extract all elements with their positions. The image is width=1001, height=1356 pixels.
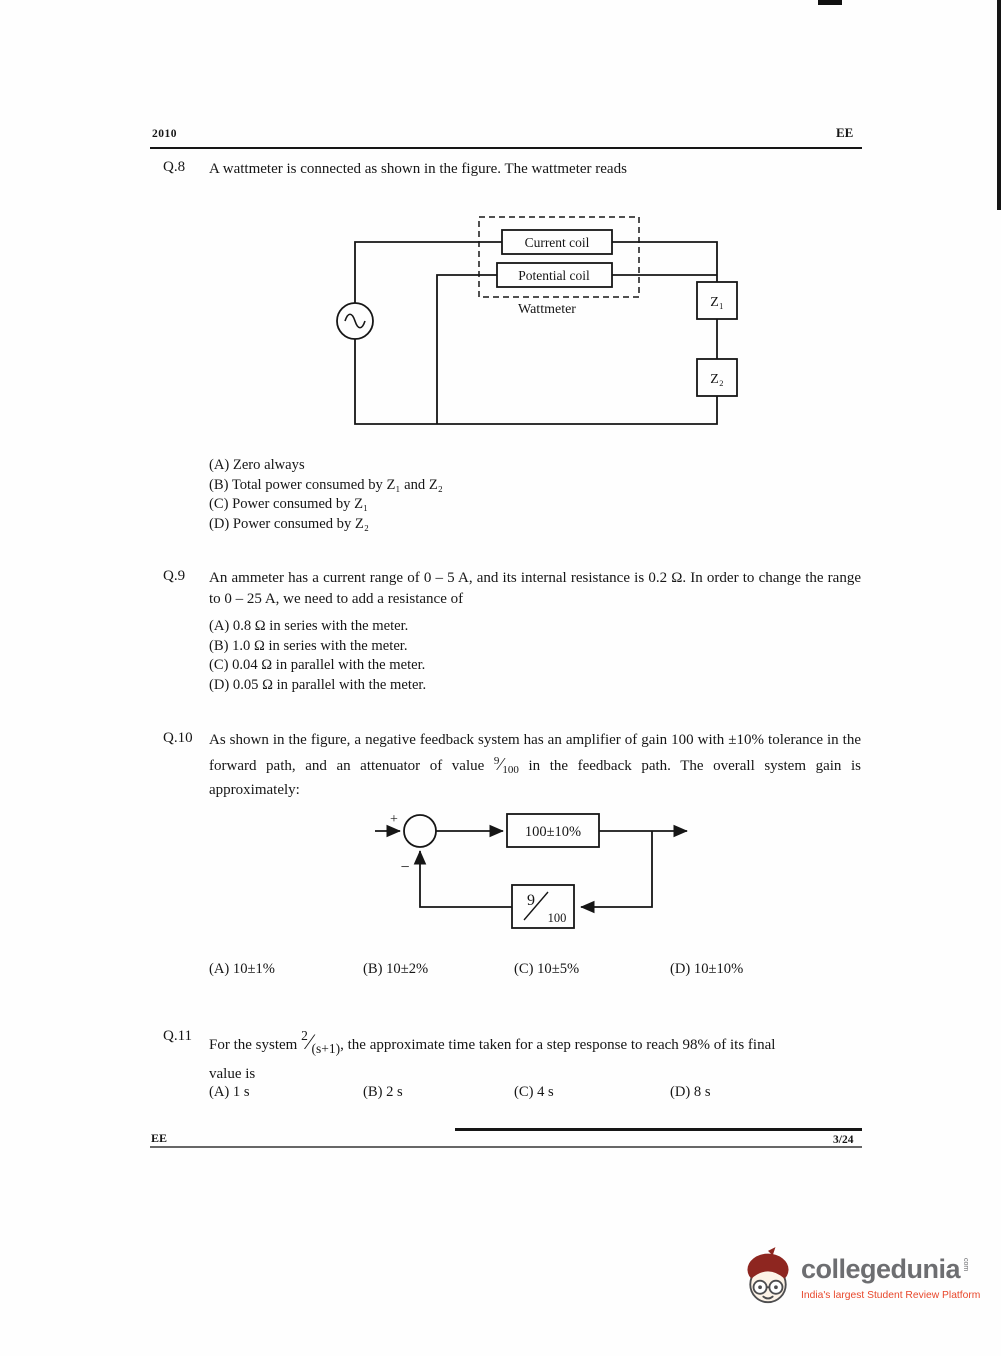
q8-option-c: (C) Power consumed by Z₁ [209, 496, 369, 513]
q11-text-after: , the approximate time taken for a step response to reach 98% of its final [340, 1037, 776, 1053]
q10-inline-fraction [494, 751, 519, 781]
q9-options [209, 617, 426, 695]
question-11-number: Q.11 [163, 1028, 193, 1044]
footer-rule-top [455, 1128, 862, 1131]
q9-option-b: (B) 1.0 Ω in series with the meter. [209, 637, 408, 654]
footer-rule-bottom [150, 1146, 862, 1148]
header-rule [150, 147, 862, 149]
q10-block-diagram [372, 806, 702, 942]
question-9-number: Q.9 [163, 568, 186, 584]
current-coil-label: Current coil [524, 235, 590, 250]
q11-option-c: (C) 4 s [514, 1084, 554, 1100]
scan-artifact-right-edge [997, 0, 1001, 210]
q11-fraction-slash: ⁄ [307, 1029, 312, 1054]
question-10-number: Q.10 [163, 730, 193, 746]
potential-coil-label: Potential coil [518, 268, 590, 283]
q8-figure [332, 214, 752, 441]
q10-text-before: As shown in the figure, a negative feedback system has an amplifier of gain 100 with ±10% tolerance in the forward path, and an attenuator of value [209, 732, 861, 774]
question-10 [163, 730, 863, 801]
q10-option-a: (A) 10±1% [209, 961, 275, 977]
q10-option-c: (C) 10±5% [514, 961, 580, 977]
question-8-number: Q.8 [163, 159, 186, 175]
footer-paper-code: EE [151, 1131, 168, 1145]
sine-wave-icon [345, 314, 365, 328]
q10-option-b: (B) 10±2% [363, 961, 429, 977]
wattmeter-caption: Wattmeter [518, 302, 576, 317]
brand-name: collegedunia [801, 1254, 961, 1284]
q8-option-b: (B) Total power consumed by Z₁ and Z₂ [209, 476, 443, 493]
q10-fraction-num: 9 [493, 754, 500, 767]
footer-page-number: 3/24 [833, 1134, 854, 1146]
question-11 [163, 1022, 863, 1083]
q10-fraction-den: 100 [502, 763, 519, 776]
brand-row [801, 1256, 980, 1283]
q11-option-d: (D) 8 s [670, 1084, 711, 1100]
q11-options [0, 1084, 1001, 1108]
z2-label: Z₂ [710, 372, 724, 387]
question-9 [163, 568, 863, 609]
q9-option-c: (C) 0.04 Ω in parallel with the meter. [209, 657, 426, 674]
scan-artifact-top [818, 0, 842, 5]
q9-option-d: (D) 0.05 Ω in parallel with the meter. [209, 676, 427, 693]
feedback-denominator: 100 [547, 911, 567, 925]
q10-options [0, 961, 1001, 985]
q10-figure [372, 806, 702, 947]
q11-inline-fraction [301, 1022, 340, 1063]
q10-fraction-slash: ⁄ [499, 753, 503, 774]
q8-circuit-diagram [332, 214, 752, 436]
summing-plus-sign: + [390, 812, 398, 827]
q11-option-a: (A) 1 s [209, 1084, 250, 1100]
q11-text-before: For the system [209, 1037, 302, 1053]
q8-options [209, 456, 443, 534]
q10-text-after: in the feedback path. The overall system gain is approximately: [209, 757, 861, 798]
question-9-text: An ammeter has a current range of 0 – 5 A, and its internal resistance is 0.2 Ω. In order to change the range to 0 – 25 A, we need to add a resistance of [209, 570, 861, 607]
gain-label: 100±10% [524, 824, 582, 840]
question-10-text [209, 730, 861, 801]
q11-fraction-num: 2 [301, 1028, 308, 1043]
question-8 [163, 159, 863, 180]
q8-option-a: (A) Zero always [209, 457, 305, 473]
logo-text [801, 1256, 980, 1301]
brand-suffix: com [962, 1258, 970, 1272]
question-11-text [209, 1022, 861, 1063]
z1-label: Z₁ [710, 295, 724, 310]
question-11-text-line2: value is [209, 1066, 256, 1082]
summing-minus-sign: − [400, 859, 410, 876]
q11-fraction-den: (s+1) [311, 1041, 341, 1056]
q11-option-b: (B) 2 s [363, 1084, 403, 1100]
q10-option-d: (D) 10±10% [670, 961, 744, 977]
header-paper-code: EE [836, 125, 854, 140]
feedback-numerator: 9 [527, 892, 535, 909]
collegedunia-mascot-icon [740, 1246, 796, 1308]
collegedunia-logo [740, 1246, 980, 1308]
question-8-text: A wattmeter is connected as shown in the figure. The wattmeter reads [209, 161, 627, 177]
q9-option-a: (A) 0.8 Ω in series with the meter. [209, 618, 409, 634]
q8-option-d: (D) Power consumed by Z₂ [209, 515, 369, 532]
brand-tagline: India's largest Student Review Platform [801, 1290, 981, 1301]
header-year: 2010 [152, 128, 177, 140]
